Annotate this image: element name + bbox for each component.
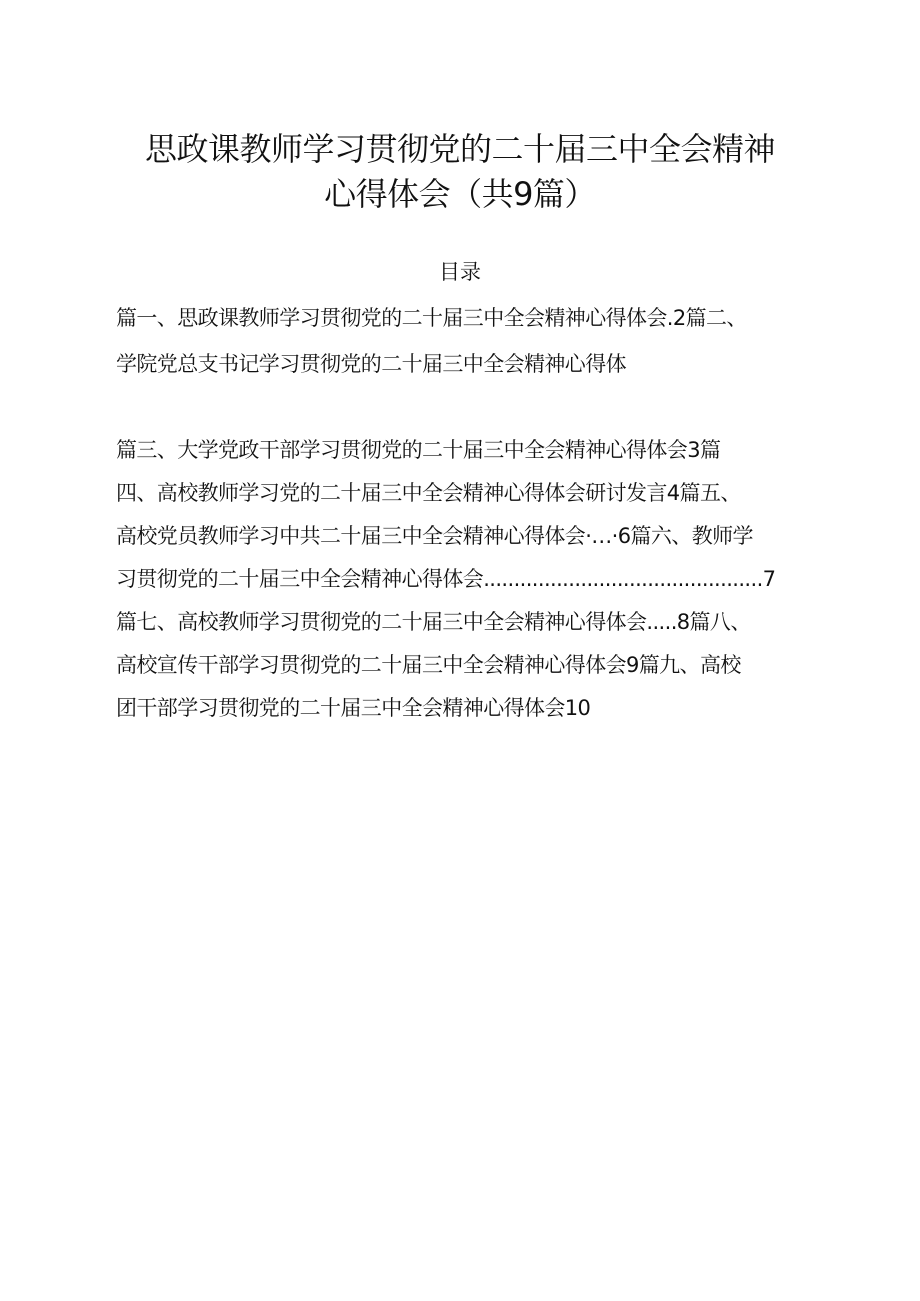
toc-line: 习贯彻党的二十届三中全会精神心得体会..............................................7	[116, 567, 776, 591]
toc-line: 篇三、大学党政干部学习贯彻党的二十届三中全会精神心得体会3篇	[116, 438, 721, 462]
toc-line: 篇一、思政课教师学习贯彻党的二十届三中全会精神心得体会.2篇二、	[116, 306, 747, 330]
toc-line: 学院党总支书记学习贯彻党的二十届三中全会精神心得体	[116, 352, 626, 376]
document-title-line-1: 思政课教师学习贯彻党的二十届三中全会精神	[144, 130, 775, 168]
toc-heading: 目录	[439, 260, 481, 284]
toc-line: 团干部学习贯彻党的二十届三中全会精神心得体会10	[116, 696, 591, 720]
toc-line: 高校党员教师学习中共二十届三中全会精神心得体会·…·6篇六、教师学	[116, 524, 753, 548]
document-title-line-2: 心得体会（共9篇）	[324, 175, 596, 213]
toc-line: 四、高校教师学习党的二十届三中全会精神心得体会研讨发言4篇五、	[116, 481, 741, 505]
toc-line: 高校宣传干部学习贯彻党的二十届三中全会精神心得体会9篇九、高校	[116, 653, 741, 677]
toc-line: 篇七、高校教师学习贯彻党的二十届三中全会精神心得体会.....8篇八、	[116, 610, 751, 634]
